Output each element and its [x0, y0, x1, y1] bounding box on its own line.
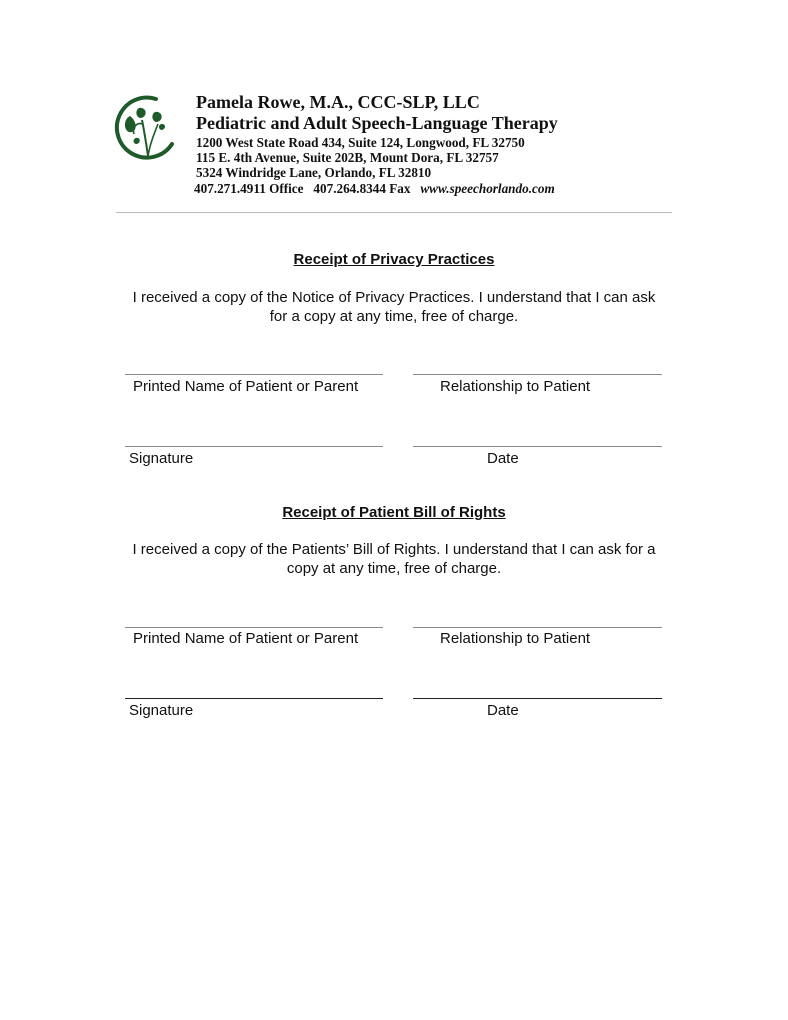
printed-name-label: Printed Name of Patient or Parent	[133, 630, 359, 647]
signature-label: Signature	[129, 702, 194, 719]
date-field[interactable]	[413, 446, 662, 447]
date-label: Date	[487, 450, 519, 467]
privacy-practices-statement	[118, 288, 670, 326]
bill-of-rights-statement	[118, 540, 670, 578]
statement-line: I received a copy of the Patients’ Bill of Rights. I understand that I can ask for a	[132, 541, 656, 558]
website-link[interactable]: www.speechorlando.com	[420, 181, 555, 196]
office-phone: 407.271.4911 Office	[194, 181, 304, 196]
printed-name-field[interactable]	[125, 627, 383, 628]
statement-line: I received a copy of the Notice of Privacy Practices. I understand that I can ask	[132, 289, 656, 306]
address-orlando: 5324 Windridge Lane, Orlando, FL 32810	[196, 165, 432, 180]
statement-line: for a copy at any time, free of charge.	[269, 308, 519, 325]
printed-name-label: Printed Name of Patient or Parent	[133, 378, 359, 395]
signature-field[interactable]	[125, 698, 383, 699]
relationship-label: Relationship to Patient	[440, 630, 591, 647]
address-mount-dora: 115 E. 4th Avenue, Suite 202B, Mount Dora, FL 32757	[196, 150, 499, 165]
practice-logo	[112, 94, 180, 160]
bill-of-rights-title: Receipt of Patient Bill of Rights	[282, 504, 506, 521]
date-label: Date	[487, 702, 519, 719]
practice-name: Pediatric and Adult Speech-Language Therapy	[196, 113, 558, 133]
signature-field[interactable]	[125, 446, 383, 447]
relationship-label: Relationship to Patient	[440, 378, 591, 395]
signature-label: Signature	[129, 450, 194, 467]
date-field[interactable]	[413, 698, 662, 699]
privacy-practices-title: Receipt of Privacy Practices	[293, 251, 495, 268]
header-divider	[116, 212, 672, 213]
relationship-field[interactable]	[413, 374, 662, 375]
fax-number: 407.264.8344 Fax	[313, 181, 411, 196]
contact-line	[194, 181, 555, 196]
practitioner-name: Pamela Rowe, M.A., CCC-SLP, LLC	[196, 92, 480, 112]
relationship-field[interactable]	[413, 627, 662, 628]
statement-line: copy at any time, free of charge.	[286, 560, 502, 577]
address-longwood: 1200 West State Road 434, Suite 124, Longwood, FL 32750	[196, 135, 525, 150]
printed-name-field[interactable]	[125, 374, 383, 375]
